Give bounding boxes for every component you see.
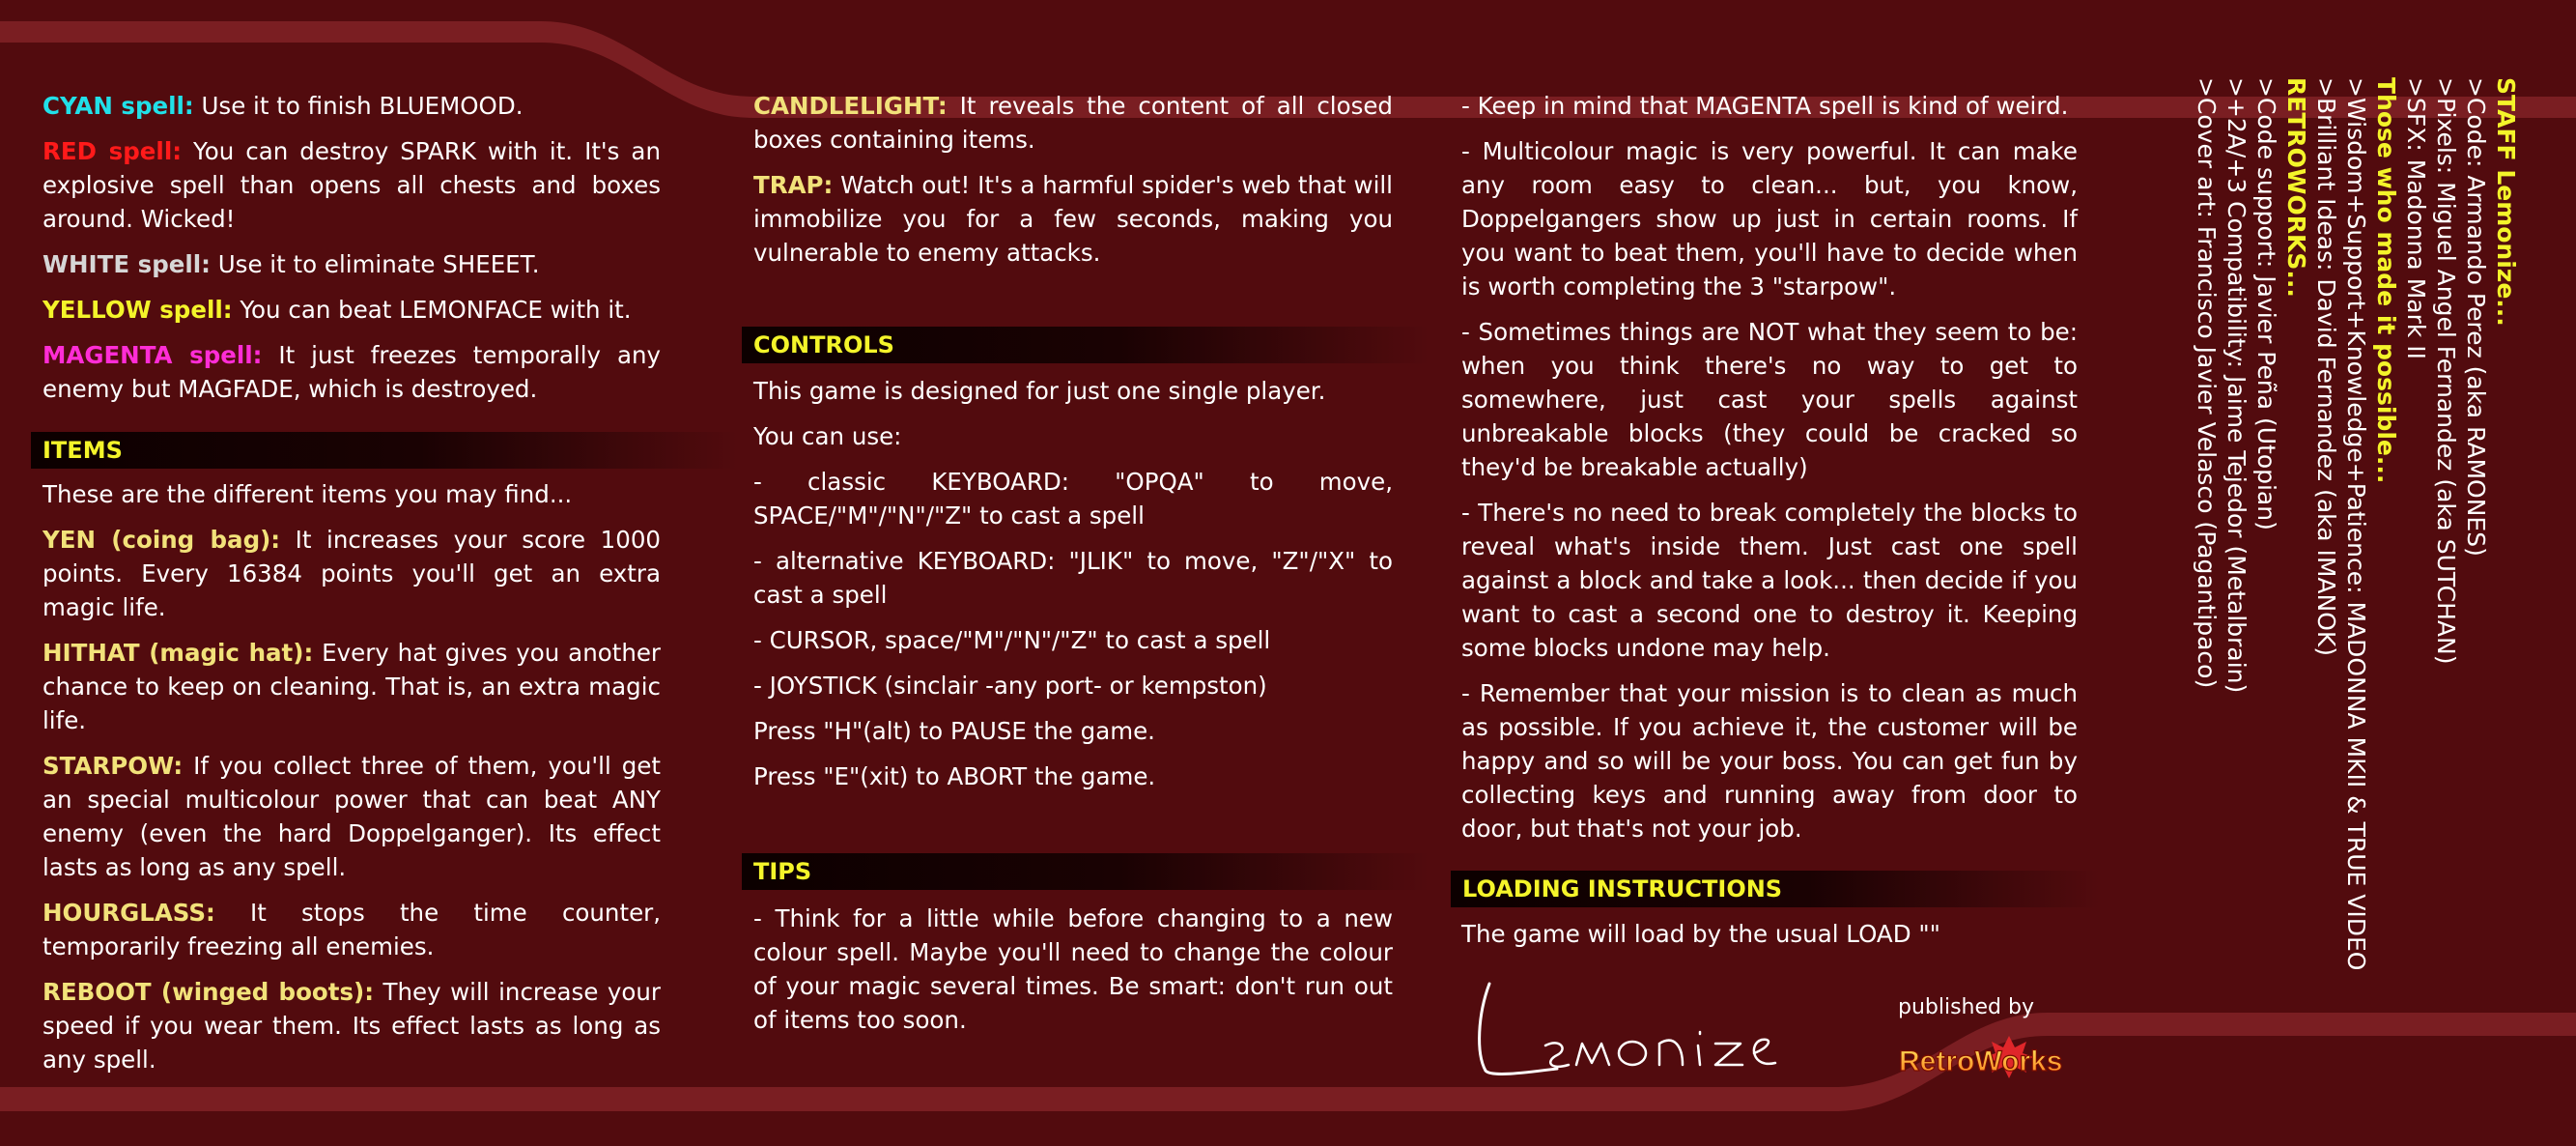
credit-line: >Wisdom+Support+Knowledge+Patience: MADONNA MKII & TRUE VIDEO	[2342, 77, 2370, 971]
credit-line: >+2A/+3 Compatibility: Jaime Tejedor (Metalbrain)	[2222, 77, 2250, 694]
staff-title: STAFF Lemonize...	[2492, 77, 2520, 327]
controls-line: - JOYSTICK (sinclair -any port- or kempston)	[753, 672, 1267, 700]
tips-text-col2	[753, 902, 1393, 1048]
items-heading: ITEMS	[31, 432, 738, 469]
controls-line: Press "E"(xit) to ABORT the game.	[753, 762, 1156, 790]
item-yen: YEN (coing bag): It increases your score 1000 points. Every 16384 points you'll get an extra magic life.	[42, 526, 661, 621]
controls-line: This game is designed for just one single player.	[753, 377, 1326, 405]
spell-yellow: YELLOW spell: You can beat LEMONFACE with it.	[42, 296, 632, 324]
made-title: Those who made it possible...	[2372, 77, 2400, 484]
item-hithat: HITHAT (magic hat): Every hat gives you another chance to keep on cleaning. That is, an extra magic life.	[42, 639, 661, 734]
item-hourglass: HOURGLASS: It stops the time counter, temporarily freezing all enemies.	[42, 899, 661, 960]
retro-title: RETROWORKS...	[2282, 77, 2310, 298]
tip: - Multicolour magic is very powerful. It can make any room easy to clean... but, you know, Doppelgangers show up just in certain rooms. If you want to beat them, you'll have to decide when is worth completing the 3 "starpow".	[1461, 137, 2078, 301]
controls-line: - alternative KEYBOARD: "JLIK" to move, "Z"/"X" to cast a spell	[753, 547, 1393, 609]
loading-text: The game will load by the usual LOAD ""	[1461, 920, 1940, 948]
tip: - Remember that your mission is to clean as much as possible. If you achieve it, the customer will be happy and so will be your boss. You can get fun by collecting keys and running away from door to door, but that's not your job.	[1461, 679, 2078, 843]
logo-wordmark: RetroWorks	[1899, 1046, 2063, 1077]
tip: - Keep in mind that MAGENTA spell is kind of weird.	[1461, 92, 2069, 120]
tip: - Sometimes things are NOT what they seem to be: when you think there's no way to get to somewhere, just cast your spells against unbreakable blocks (they could be cracked so they'd be breakable actually)	[1461, 318, 2078, 481]
spell-red: RED spell: You can destroy SPARK with it. It's an explosive spell than opens all chests and boxes around. Wicked!	[42, 137, 661, 233]
credit-line: >Code: Armando Perez (aka RAMONES)	[2462, 77, 2490, 557]
tip: - Think for a little while before changing to a new colour spell. Maybe you'll need to change the colour of your magic several times. Be smart: don't run out of items too soon.	[753, 904, 1393, 1034]
item-starpow: STARPOW: If you collect three of them, you'll get an special multicolour power that can beat ANY enemy (even the hard Doppelganger). Its effect lasts as long as any spell.	[42, 752, 661, 881]
loading-text-block	[1461, 917, 2078, 962]
controls-line: - classic KEYBOARD: "OPQA" to move, SPACE/"M"/"N"/"Z" to cast a spell	[753, 468, 1393, 530]
column-items-continued	[753, 89, 1393, 281]
controls-text	[753, 374, 1393, 805]
published-by-label: published by	[1898, 995, 2034, 1019]
item-reboot: REBOOT (winged boots): They will increase your speed if you wear them. Its effect lasts as long as any spell.	[42, 978, 661, 1074]
spell-cyan: CYAN spell: Use it to finish BLUEMOOD.	[42, 92, 524, 120]
item-trap: TRAP: Watch out! It's a harmful spider's web that will immobilize you for a few seconds, making you vulnerable to enemy attacks.	[753, 171, 1393, 267]
credit-line: >SFX: Madonna Mark II	[2402, 77, 2430, 360]
credit-line: >Cover art: Francisco Javier Velasco (Pagantipaco)	[2193, 77, 2221, 689]
loading-heading: LOADING INSTRUCTIONS	[1451, 871, 2100, 907]
tips-text-col3	[1461, 89, 2078, 857]
credit-line: >Pixels: Miguel Angel Fernandez (aka SUTCHAN)	[2432, 77, 2460, 665]
tip: - There's no need to break completely the blocks to reveal what's inside them. Just cast one spell against a block and take a look... then decide if you want to cast a second one to destroy it. Keeping some blocks undone may help.	[1461, 499, 2078, 662]
credit-line: >Brilliant Ideas: David Fernandez (aka IMANOK)	[2312, 77, 2340, 657]
column-spells-items	[42, 89, 661, 417]
controls-line: You can use:	[753, 422, 902, 450]
controls-line: Press "H"(alt) to PAUSE the game.	[753, 717, 1155, 745]
retroworks-logo	[1895, 1030, 2069, 1088]
controls-line: - CURSOR, space/"M"/"N"/"Z" to cast a spell	[753, 626, 1271, 654]
controls-heading: CONTROLS	[742, 327, 1430, 363]
spell-white: WHITE spell: Use it to eliminate SHEEET.	[42, 250, 540, 278]
lemonize-signature	[1468, 976, 1816, 1082]
item-candlelight: CANDLELIGHT: It reveals the content of all closed boxes containing items.	[753, 92, 1393, 154]
spell-magenta: MAGENTA spell: It just freezes temporally any enemy but MAGFADE, which is destroyed.	[42, 341, 661, 403]
credit-line: >Code support: Javier Peña (Utopian)	[2252, 77, 2280, 530]
items-intro: These are the different items you may find...	[42, 480, 573, 508]
credits-panel	[2192, 77, 2521, 970]
tips-heading: TIPS	[742, 853, 1430, 890]
items-list	[42, 477, 661, 1088]
